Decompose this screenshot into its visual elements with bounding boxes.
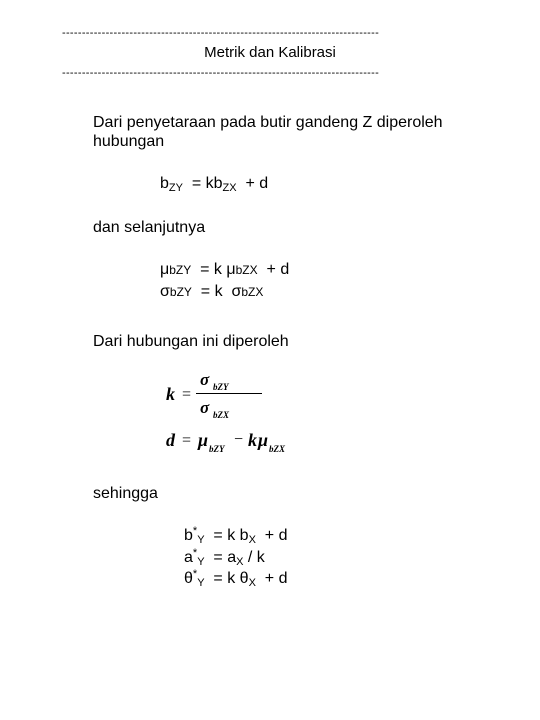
equation-sigma-b-zy: σbZY = k σbZX (160, 283, 264, 300)
paragraph-3: Dari hubungan ini diperoleh (93, 333, 289, 350)
equation-a-star-y: $a^*_Y = a_X / k$ (184, 547, 265, 568)
equation-b-star-y: $b^*_Y = k$ $b_X + d$ (184, 525, 288, 546)
equation-theta-star-y: $\theta^*_Y = k$ $\theta_X + d$ (184, 568, 288, 589)
fraction-bar (196, 393, 262, 394)
page-header-title: Metrik dan Kalibrasi (204, 44, 336, 61)
header-rule-top: -------------------------------------------------------------------------------- (62, 27, 380, 39)
paragraph-4: sehingga (93, 485, 158, 502)
equation-b-zy: $b_{ZY} = kb_{ZX} + d$ (160, 175, 269, 194)
formula-k-d: k = σ bZY σ bZX d = μ bZY − k μ bZX (166, 370, 286, 454)
paragraph-2: dan selanjutnya (93, 219, 206, 236)
equation-mu-b-zy: μbZY = k μbZX + d (160, 261, 290, 278)
paragraph-1: Dari penyetaraan pada butir gandeng Z diperoleh hubungan (93, 114, 443, 150)
header-rule-bottom: -------------------------------------------------------------------------------- (62, 67, 380, 79)
